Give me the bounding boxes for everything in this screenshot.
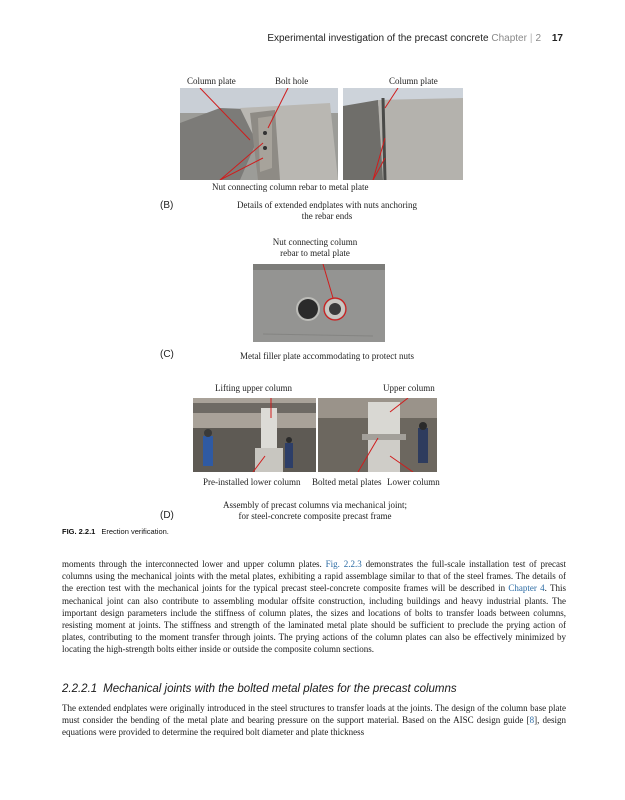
annotation-pre-installed-lower-column: Pre-installed lower column [203,477,301,487]
section-number: 2.2.2.1 [62,683,98,695]
body-paragraph-1 [62,558,566,656]
paragraph-2-text-a: The extended endplates were originally introduced in the steel structures to transfer loads at the joints. The design of the column base plate must consider the bending of the metal plate and bearing pressure on the support material. Based on the AISC design guide [ [62,703,566,726]
chapter-label: Chapter [491,33,527,44]
assembly-photo-left [193,398,316,472]
panel-d-caption-line1: Assembly of precast columns via mechanical joint; [223,500,407,510]
figure-caption-label: FIG. 2.2.1 [62,527,96,536]
panel-c-annotation-line1: Nut connecting column [272,237,358,247]
reference-link[interactable]: 8 [529,715,535,726]
panel-label-b: (B) [160,200,174,211]
body-paragraph-2 [62,702,566,739]
panel-b-caption [212,200,442,222]
panel-d-caption-line2: for steel-concrete composite precast frame [238,511,392,521]
endplate-photo-left [180,88,338,180]
filler-plate-photo-drawing [253,264,385,342]
panel-label-d: (D) [160,510,174,521]
panel-c-caption: Metal filler plate accommodating to protect nuts [240,351,414,361]
section-heading [62,683,457,695]
panel-c-annotation-line2: rebar to metal plate [280,248,350,258]
assembly-photo-right-drawing [318,398,437,472]
panel-c-annotation [240,237,390,259]
running-title: Experimental investigation of the precast concrete [267,33,489,44]
header-separator: | [529,33,533,44]
annotation-bolted-metal-plates: Bolted metal plates [312,477,382,487]
figure-caption-text: Erection verification. [101,527,169,536]
figure-link[interactable]: Fig. 2.2.3 [325,559,362,569]
annotation-bolt-hole: Bolt hole [275,76,309,86]
section-title: Mechanical joints with the bolted metal plates for the precast columns [103,683,457,695]
assembly-photo-left-drawing [193,398,316,472]
paragraph-1-text-b: demonstrates the full-scale installation test of precast columns using the mechanical joints with the metal plates, exhibiting a rapid assemblage similar to that of the steel frames. The details of the erection test with the mechanical joints for the typical precast steel-concrete composite frames will be described in [62,559,566,594]
figure-caption [62,527,169,536]
panel-d-caption [205,500,425,522]
panel-b-caption-line2: the rebar ends [301,211,353,221]
paragraph-2-text-b: ], design equations were provided to determine the required bolt diameter and plate thickness [62,715,566,738]
annotation-column-plate-left: Column plate [187,76,236,86]
filler-plate-photo [253,264,385,342]
annotation-column-plate-right: Column plate [389,76,438,86]
endplate-photo-right [343,88,463,180]
annotation-upper-column: Upper column [383,383,435,393]
paragraph-1-text-c: . This mechanical joint can also contribute to assembling modular offsite construction, including buildings and heavy industrial plants. The important design parameters include the stiffness of column plates, the sizes and locations of bolts to transfer loads between columns, resisting moment at joints. The stiffness and strength of the laminated metal plate should be sufficient to preclude the prying action of plates, contributing to the moment transfer through joints. The prying actions of the column plates can also be effectively minimized by locating the high-strength bolts either inside or outside the composite column sections. [62,583,567,655]
chapter-link[interactable]: Chapter 4 [508,583,545,594]
panel-label-c: (C) [160,349,174,360]
paragraph-1-text-a: moments through the interconnected lower and upper column plates. [62,559,322,569]
running-header [267,33,563,44]
panel-b-caption-line1: Details of extended endplates with nuts anchoring [237,200,417,210]
page-number: 17 [551,33,563,44]
endplate-photo-left-drawing [180,88,338,180]
chapter-number: 2 [535,33,542,44]
endplate-photo-right-drawing [343,88,463,180]
annotation-lifting-upper-column: Lifting upper column [215,383,292,393]
assembly-photo-right [318,398,437,472]
annotation-nut-rebar: Nut connecting column rebar to metal plate [212,182,369,192]
annotation-lower-column: Lower column [387,477,440,487]
